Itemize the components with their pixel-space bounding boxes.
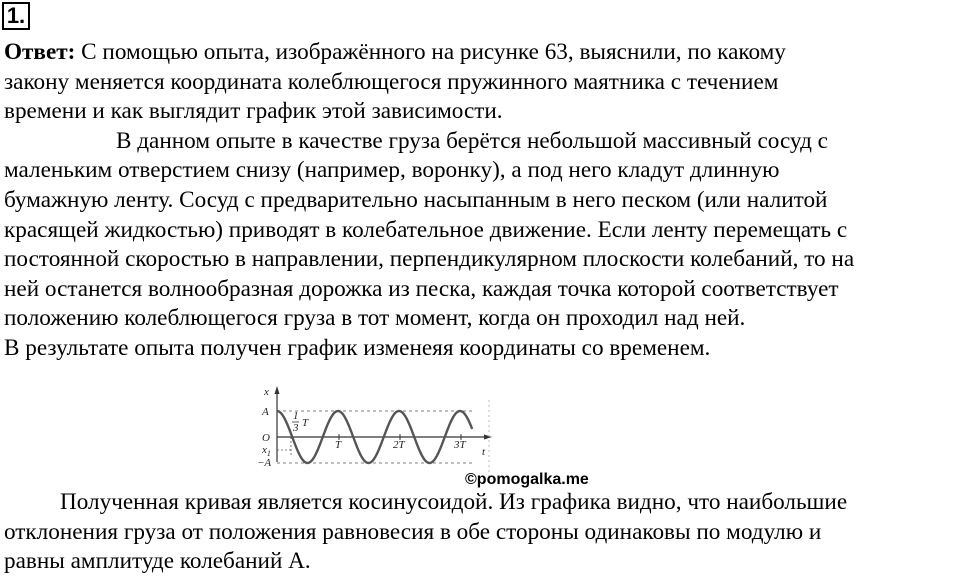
conclusion-text [4, 488, 958, 577]
paragraph-4-line-2: отклонения груза от положения равновесия в обе стороны одинаковы по модулю и [4, 518, 822, 545]
label-third-den: 3 [293, 422, 299, 434]
paragraph-1-line-1: Ответ: С помощью опыта, изображённого на рисунке 63, выяснили, по какому [4, 39, 786, 65]
x-axis-arrow [275, 386, 280, 394]
label-third-T: T [302, 417, 309, 429]
label-T: T [335, 439, 342, 451]
paragraph-2-line-4: красящей жидкостью) приводят в колебательное движение. Если ленту перемещать с [4, 216, 848, 243]
label-O: O [262, 432, 270, 444]
answer-label: Ответ: [4, 39, 76, 65]
watermark: ©pomogalka.me [465, 471, 589, 488]
paragraph-2-line-7: положению колеблющегося груза в тот момент, когда он проходил над ней. [4, 305, 746, 332]
label-2T: 2T [393, 439, 405, 451]
label-t: t [482, 446, 486, 458]
label-third-num: 1 [293, 410, 299, 422]
paragraph-1-line-2: закону меняется координата колеблющегося пружинного маятника с течением [4, 68, 779, 95]
paragraph-4-line-3: равны амплитуде колебаний А. [4, 548, 311, 575]
label-x: x [264, 386, 269, 398]
label-A: A [262, 406, 269, 418]
paragraph-1-line-3: времени и как выглядит график этой зависимости. [4, 98, 503, 125]
paragraph-2-line-1: В данном опыте в качестве груза берётся небольшой массивный сосуд с [116, 127, 828, 154]
label-minus-A: −A [257, 457, 272, 469]
paragraph-2-line-5: постоянной скоростью в направлении, перпендикулярном плоскости колебаний, то на [4, 246, 855, 273]
task-number: 1. [2, 2, 30, 30]
label-3T: 3T [454, 439, 466, 451]
paragraph-2-line-2: маленьким отверстием снизу (например, воронку), а под него кладут длинную [4, 157, 780, 184]
t-axis-arrow [484, 435, 492, 440]
paragraph-4-line-1: Полученная кривая является косинусоидой. Из графика видно, что наибольшие [60, 489, 848, 515]
label-x1: $x_1$ [262, 444, 271, 458]
paragraph-2-line-6: ней останется волнообразная дорожка из песка, каждая точка которой соответствует [4, 275, 839, 302]
paragraph-3-line-1: В результате опыта получен график изменеяя координаты со временем. [4, 334, 711, 361]
paragraph-2-line-3: бумажную ленту. Сосуд с предварительно насыпанным в него песком (или налитой [4, 186, 828, 213]
